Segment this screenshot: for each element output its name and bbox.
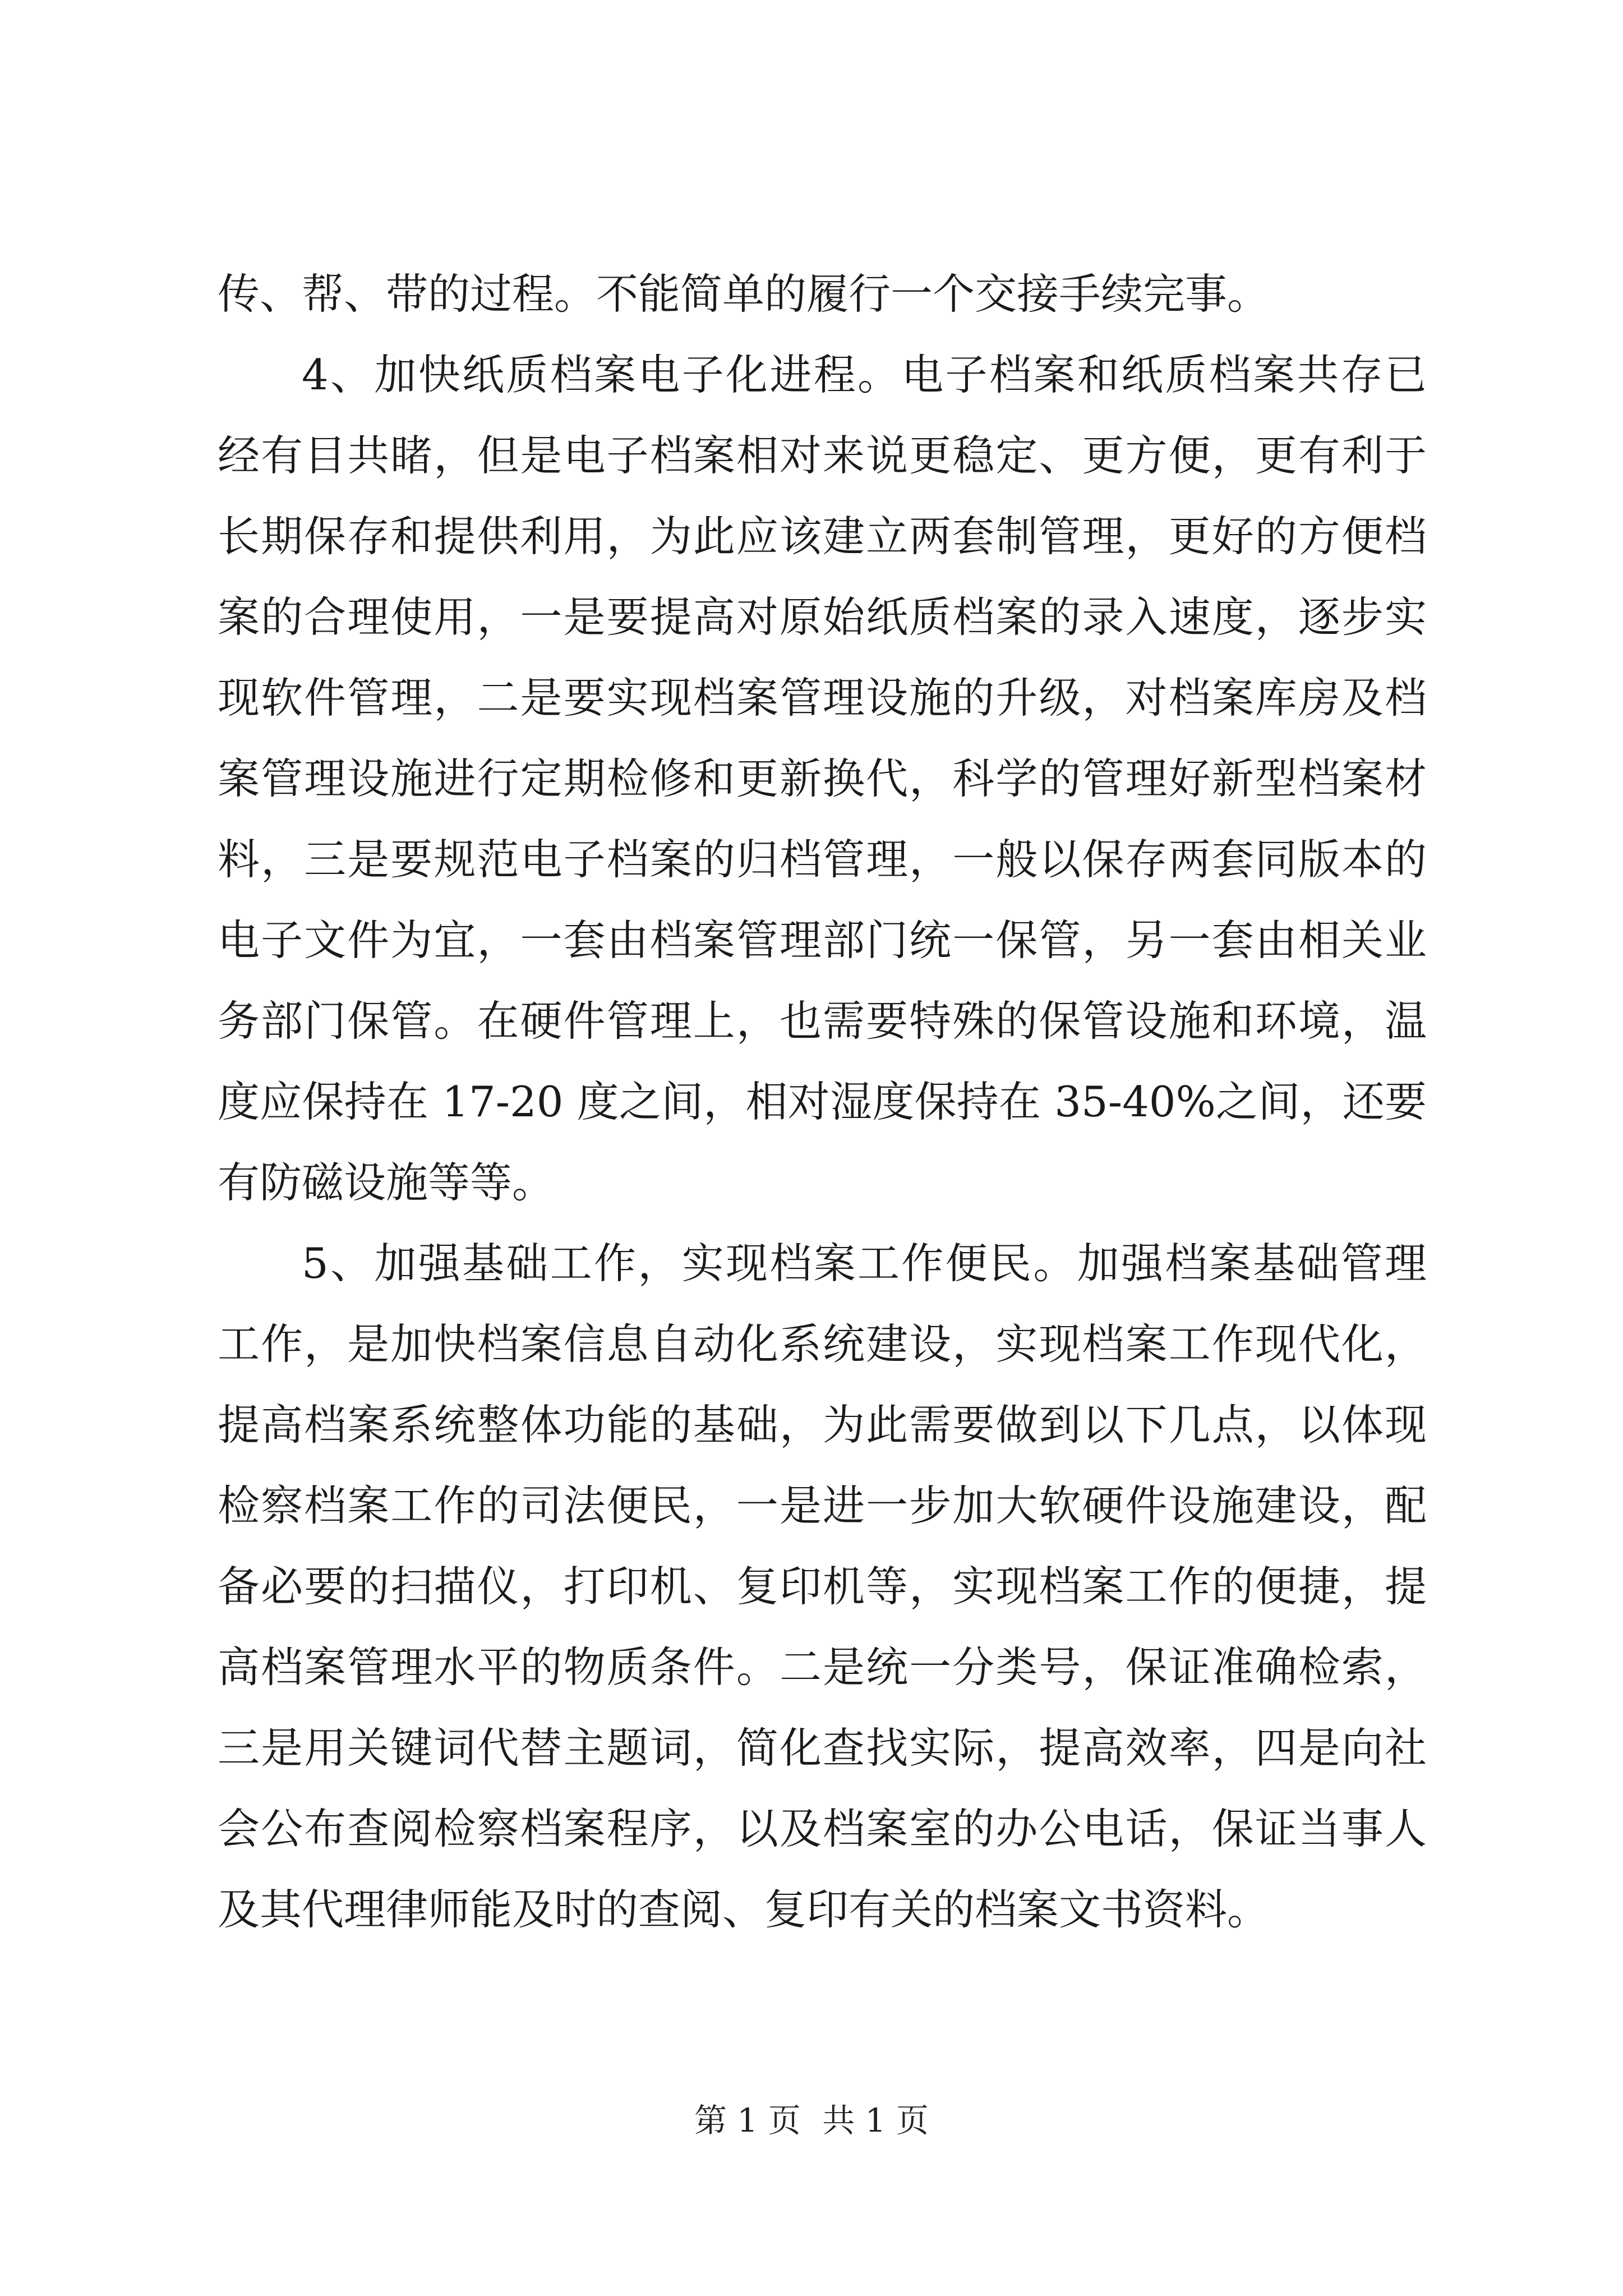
text-line: 经有目共睹，但是电子档案相对来说更稳定、更方便，更有利于 <box>218 431 1427 480</box>
text-line: 有防磁设施等等。 <box>218 1158 555 1207</box>
body-text <box>218 254 1427 1950</box>
text-line: 高档案管理水平的物质条件。二是统一分类号，保证准确检索， <box>218 1642 1427 1692</box>
text-line: 务部门保管。在硬件管理上，也需要特殊的保管设施和环境，温 <box>218 996 1427 1046</box>
text-line: 备必要的扫描仪，打印机、复印机等，实现档案工作的便捷，提 <box>218 1562 1427 1611</box>
text-line: 料，三是要规范电子档案的归档管理，一般以保存两套同版本的 <box>218 835 1427 884</box>
text-line: 及其代理律师能及时的查阅、复印有关的档案文书资料。 <box>218 1885 1270 1934</box>
text-line: 度应保持在 17-20 度之间，相对湿度保持在 35-40%之间，还要 <box>218 1077 1427 1126</box>
paragraph-4-start: 4、加快纸质档案电子化进程。电子档案和纸质档案共存已 <box>302 350 1427 399</box>
total-pages: 共 1 页 <box>822 2101 929 2139</box>
text-line: 会公布查阅检察档案程序，以及档案室的办公电话，保证当事人 <box>218 1804 1427 1853</box>
text-line: 工作，是加快档案信息自动化系统建设，实现档案工作现代化， <box>218 1319 1427 1369</box>
text-line: 检察档案工作的司法便民，一是进一步加大软硬件设施建设，配 <box>218 1481 1427 1530</box>
text-line: 传、帮、带的过程。不能简单的履行一个交接手续完事。 <box>218 269 1270 319</box>
text-line: 案的合理使用，一是要提高对原始纸质档案的录入速度，逐步实 <box>218 592 1427 642</box>
text-line: 电子文件为宜，一套由档案管理部门统一保管，另一套由相关业 <box>218 915 1427 965</box>
text-line: 案管理设施进行定期检修和更新换代，科学的管理好新型档案材 <box>218 754 1427 803</box>
text-line: 三是用关键词代替主题词，简化查找实际，提高效率，四是向社 <box>218 1723 1427 1773</box>
page-footer <box>0 2098 1623 2143</box>
page-number: 第 1 页 <box>694 2101 801 2139</box>
text-line: 提高档案系统整体功能的基础，为此需要做到以下几点，以体现 <box>218 1400 1427 1450</box>
text-line: 长期保存和提供利用，为此应该建立两套制管理，更好的方便档 <box>218 512 1427 561</box>
text-line: 现软件管理，二是要实现档案管理设施的升级，对档案库房及档 <box>218 673 1427 723</box>
paragraph-5-start: 5、加强基础工作，实现档案工作便民。加强档案基础管理 <box>302 1239 1427 1288</box>
